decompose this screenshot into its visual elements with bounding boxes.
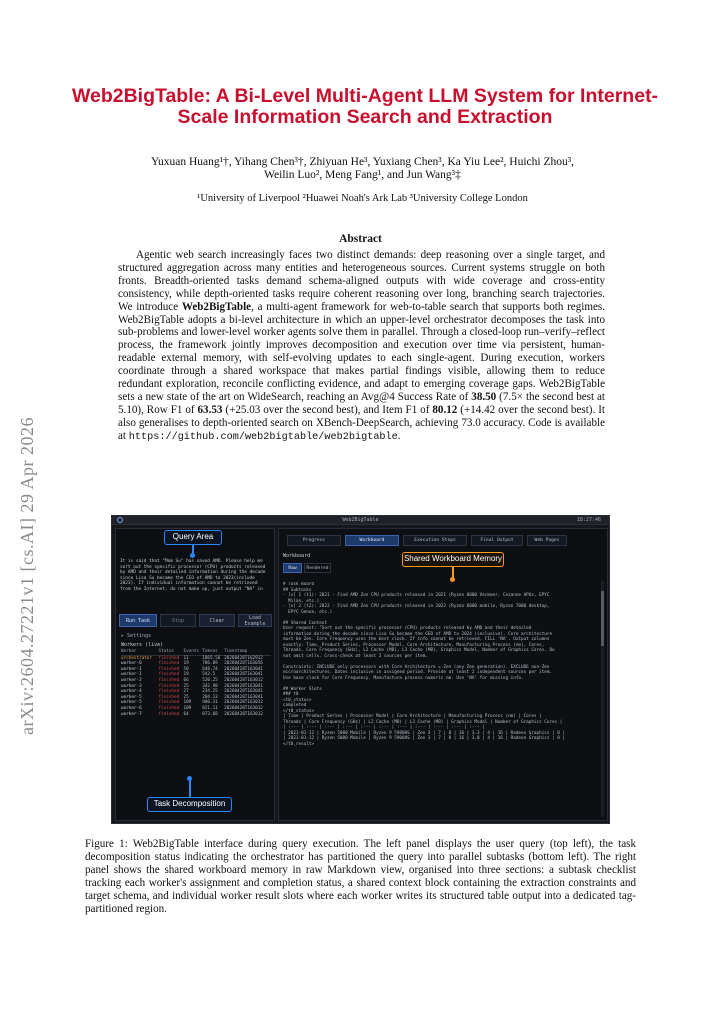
worker-col-header: Worker: [121, 649, 158, 655]
author-list: [90, 156, 635, 182]
worker-name-cell: worker-0: [121, 661, 142, 667]
worker-status-cell: finished: [158, 666, 180, 672]
worker-ts-cell: 20260428T162912: [224, 655, 263, 661]
worker-name-cell: worker-2: [121, 677, 142, 683]
left-panel: [115, 528, 275, 821]
affiliations: ¹University of Liverpool ²Huawei Noah's Ark Lab ³University College London: [197, 193, 528, 204]
callout-dot: [187, 776, 192, 781]
worker-ts-cell: 20260428T163041: [224, 694, 263, 700]
worker-tokens-cell: 821.11: [202, 705, 218, 711]
worker-tokens-cell: 234.25: [202, 689, 218, 695]
authors-line-1: Yuxuan Huang¹†, Yihang Chen³†, Zhiyuan He³, Yuxiang Chen³, Ka Yiu Lee², Huichi Zhou³,: [150, 156, 575, 168]
worker-name-cell: orchestrator: [121, 655, 153, 661]
clock: 18:27:46: [576, 517, 601, 523]
worker-name-cell: worker-7: [121, 711, 142, 717]
clear-button[interactable]: Clear: [199, 614, 235, 627]
worker-col-header: Events: [183, 649, 202, 655]
worker-events-cell: 109: [183, 705, 192, 711]
metric-item-f1: 80.12: [432, 403, 458, 416]
arxiv-identifier: arXiv:2604.27221v1 [cs.AI] 29 Apr 2026: [17, 417, 37, 735]
worker-events-cell: 25: [183, 683, 189, 689]
query-area-callout: Query Area: [164, 530, 222, 545]
tab-raw[interactable]: Raw: [283, 563, 302, 573]
tab-workboard[interactable]: Workboard: [345, 535, 399, 546]
right-panel: [278, 528, 608, 821]
worker-ts-cell: 20260428T163041: [224, 689, 263, 695]
callout-stem: [189, 779, 191, 797]
worker-events-cell: 19: [183, 661, 189, 667]
worker-ts-cell: 20260428T163041: [224, 683, 263, 689]
figure-screenshot: [111, 515, 610, 824]
worker-ts-cell: 20260428T163012: [224, 677, 263, 683]
tab-execution-steps[interactable]: Execution Steps: [403, 535, 467, 546]
worker-status-cell: finished: [158, 661, 180, 667]
tab-rendered[interactable]: Rendered: [304, 563, 331, 573]
tab-final-output[interactable]: Final Output: [471, 535, 523, 546]
worker-tokens-cell: 648.74: [202, 666, 218, 672]
worker-row[interactable]: [121, 712, 271, 718]
worker-status-cell: finished: [158, 672, 180, 678]
worker-tokens-cell: 542.5: [202, 672, 216, 678]
worker-name-cell: worker-6: [121, 705, 142, 711]
workers-heading: Workers (live): [121, 642, 164, 648]
worker-ts-cell: 20260428T163041: [224, 666, 263, 672]
worker-status-cell: finished: [158, 700, 180, 706]
worker-events-cell: 109: [183, 700, 192, 706]
worker-tokens-cell: 873.68: [202, 711, 218, 717]
tab-web-pages[interactable]: Web Pages: [527, 535, 567, 546]
workboard-markdown: # Task Board ## Subtasks - [x] 1 (t1): 2021 - Find AMD Zen CPU products released in 2021 (Ryzen 8000 Vermeer, Cezanne APUs, EPYC Milan, etc.) - [x] 2 (t2): 2022 - Find AMD Zen CPU products released in 2022 (Ryzen 6000 mobile, Ryzen 7000 desktop, EPYC Genoa, etc.) ## Shared Context User request: "Sort out the specific processor (CPU) products released by AMD and their detailed information during the decade since Lisa Su became the CEO of AMD to 2024 (inclusive). Core architecture must be Zen. Core Frequency uses the best clock. If info cannot be retrieved, FILL 'NA'. Output columns exactly: Time, Product Series, Processor Model, Core Architecture, Manufacturing Process (nm), Cores, Threads, Core Frequency (GHz), L2 Cache (MB), L3 Cache (MB), Graphics Model, Number of Graphics Cores. Do not omit cells. Cross-check at least 2 sources per item. Constraints: INCLUDE only processors with Core Architecture = Zen (any Zen generation). EXCLUDE non-Zen microarchitectures. Dates inclusive in assigned period. Provide at least 2 independent sources per item. Use base clock for Core Frequency. Manufacture process numeric nm. Use 'NA' for missing info. ## Worker Slots ### t0 <t0_status> completed </t0_status> | Time | Product Series | Processor Model | Core Architecture | Manufacturing Process (nm) | Cores | Threads | Core Frequency (GHz) | L2 Cache (MB) | L3 Cache (MB) | Graphics Model | Number of Graphics Cores | | :--- | :--- | :--- | :--- | :--- | :--- | :--- | :--- | :--- | :--- | :--- | | 2021-01-12 | Ryzen 5000 Mobile | Ryzen 9 5980HS | Zen 3 | 7 | 8 | 16 | 3.3 | 4 | 16 | Radeon Graphics | 8 | | 2021-01-12 | Ryzen 5000 Mobile | Ryzen 9 5900HS | Zen 3 | 7 | 8 | 16 | 3.0 | 4 | 16 | Radeon Graphics | 8 | </t0_result>: [283, 582, 565, 747]
workboard-label: Workboard: [283, 553, 311, 559]
worker-status-cell: finished: [158, 683, 180, 689]
worker-tokens-cell: 1865.56: [202, 655, 221, 661]
worker-col-header: Status: [158, 649, 183, 655]
abstract-body: Agentic web search increasingly faces two distinct demands: deep reasoning over a single target, and structured aggregation across many entities and heterogeneous sources. Current systems struggle on both fronts. Breadth-oriented tasks demand schema-aligned outputs with wide coverage and cross-entity consistency, while depth-oriented tasks require coherent reasoning over long, branching search trajectories. We introduce Web2BigTable, a multi-agent framework for web-to-table search that supports both regimes. Web2BigTable adopts a bi-level architecture in which an upper-level orchestrator decomposes the task into sub-problems and lower-level worker agents solve them in parallel. Through a closed-loop run–verify–reflect process, the framework jointly improves decomposition and execution over time via persistent, human-readable external memory, with self-evolving updates to each single-agent. During execution, workers coordinate through a shared workspace that makes partial findings visible, allowing them to reduce redundant exploration, reconcile conflicting evidence, and adapt to emerging coverage gaps. Web2BigTable sets a new state of the art on WideSearch, reaching an Avg@4 Success Rate of 38.50 (7.5× the second best at 5.10), Row F1 of 63.53 (+25.03 over the second best), and Item F1 of 80.12 (+14.42 over the second best). It also generalises to depth-oriented search on XBench-DeepSearch, achieving 73.0 accuracy. Code is available at https://github.com/web2bigtable/web2bigtable.: [118, 249, 606, 443]
task-decomposition-callout: Task Decomposition: [147, 797, 232, 812]
authors-line-2: Weilin Luo², Meng Fang¹, and Jun Wang³‡: [264, 169, 461, 181]
scrollbar[interactable]: [601, 581, 604, 817]
worker-tokens-cell: 906.31: [202, 700, 218, 706]
worker-tokens-cell: 520.25: [202, 677, 218, 683]
worker-tokens-cell: 342.98: [202, 683, 218, 689]
worker-ts-cell: 20260428T163041: [224, 672, 263, 678]
worker-events-cell: 25: [183, 694, 189, 700]
workers-table: [121, 649, 271, 717]
worker-col-header: Tokens: [202, 649, 224, 655]
code-url[interactable]: https://github.com/web2bigtable/web2bigtable: [128, 431, 398, 443]
tab-progress[interactable]: Progress: [287, 535, 341, 546]
stop-button[interactable]: Stop: [160, 614, 196, 627]
worker-events-cell: 50: [183, 666, 189, 672]
figure-caption: Figure 1: Web2BigTable interface during query execution. The left panel displays the user query (top left), the task decomposition status indicating the orchestrator has partitioned the query into parallel subtasks (bottom left). The right panel shows the shared workboard memory in raw Markdown view, organised into three sections: a subtask checklist tracking each worker's assignment and completion status, a shared context block containing the extraction constraints and target schema, and individual worker result slots where each worker writes its structured table output into a dedicated tag-partitioned region.: [85, 838, 636, 915]
metric-success-rate: 38.50: [471, 390, 497, 403]
load-example-button[interactable]: Load Example: [238, 614, 272, 627]
worker-name-cell: worker-1: [121, 672, 142, 678]
worker-name-cell: worker-5: [121, 694, 142, 700]
app-titlebar: [112, 516, 609, 525]
settings-toggle[interactable]: ▸ Settings: [121, 633, 152, 639]
shared-workboard-callout: Shared Workboard Memory: [402, 552, 504, 567]
worker-events-cell: 19: [183, 672, 189, 678]
worker-status-cell: finished: [158, 655, 180, 661]
metric-row-f1: 63.53: [197, 403, 223, 416]
app-title: Web2BigTable: [342, 517, 379, 523]
worker-name-cell: worker-3: [121, 683, 142, 689]
worker-tokens-cell: 786.09: [202, 661, 218, 667]
run-task-button[interactable]: Run Task: [119, 614, 157, 627]
worker-ts-cell: 20260428T163012: [224, 700, 263, 706]
worker-col-header: Timestamp: [224, 649, 271, 655]
worker-status-cell: finished: [158, 705, 180, 711]
worker-events-cell: 11: [183, 655, 189, 661]
worker-status-cell: finished: [158, 689, 180, 695]
worker-name-cell: worker-1: [121, 666, 142, 672]
control-buttons: [119, 614, 272, 628]
worker-status-cell: finished: [158, 677, 180, 683]
query-text[interactable]: It is said that "Mom Su" has saved AMD. Please help me sort out the specific processor (CPU) products released by AMD and their detailed information during the decade since Lisa Su became the CEO of AMD to 2023(include 2023). If individual information cannot be retrieved from the Internet, do not make up, just output "NA" in: [120, 559, 266, 592]
callout-dot: [450, 577, 455, 582]
worker-ts-cell: 20260428T163056: [224, 661, 263, 667]
paper-title: Web2BigTable: A Bi-Level Multi-Agent LLM System for Internet-Scale Information Search and Extraction: [71, 85, 659, 128]
worker-status-cell: finished: [158, 694, 180, 700]
worker-events-cell: 66: [183, 677, 189, 683]
abstract-heading: Abstract: [339, 233, 382, 245]
worker-events-cell: 27: [183, 689, 189, 695]
worker-name-cell: worker-5: [121, 700, 142, 706]
worker-tokens-cell: 204.13: [202, 694, 218, 700]
system-name: Web2BigTable: [181, 300, 252, 313]
worker-status-cell: finished: [158, 711, 180, 717]
worker-events-cell: 64: [183, 711, 189, 717]
worker-name-cell: worker-4: [121, 689, 142, 695]
worker-ts-cell: 20260428T163012: [224, 705, 263, 711]
worker-ts-cell: 20260428T163012: [224, 711, 263, 717]
scrollbar-thumb[interactable]: [601, 591, 604, 646]
callout-dot: [190, 553, 195, 558]
